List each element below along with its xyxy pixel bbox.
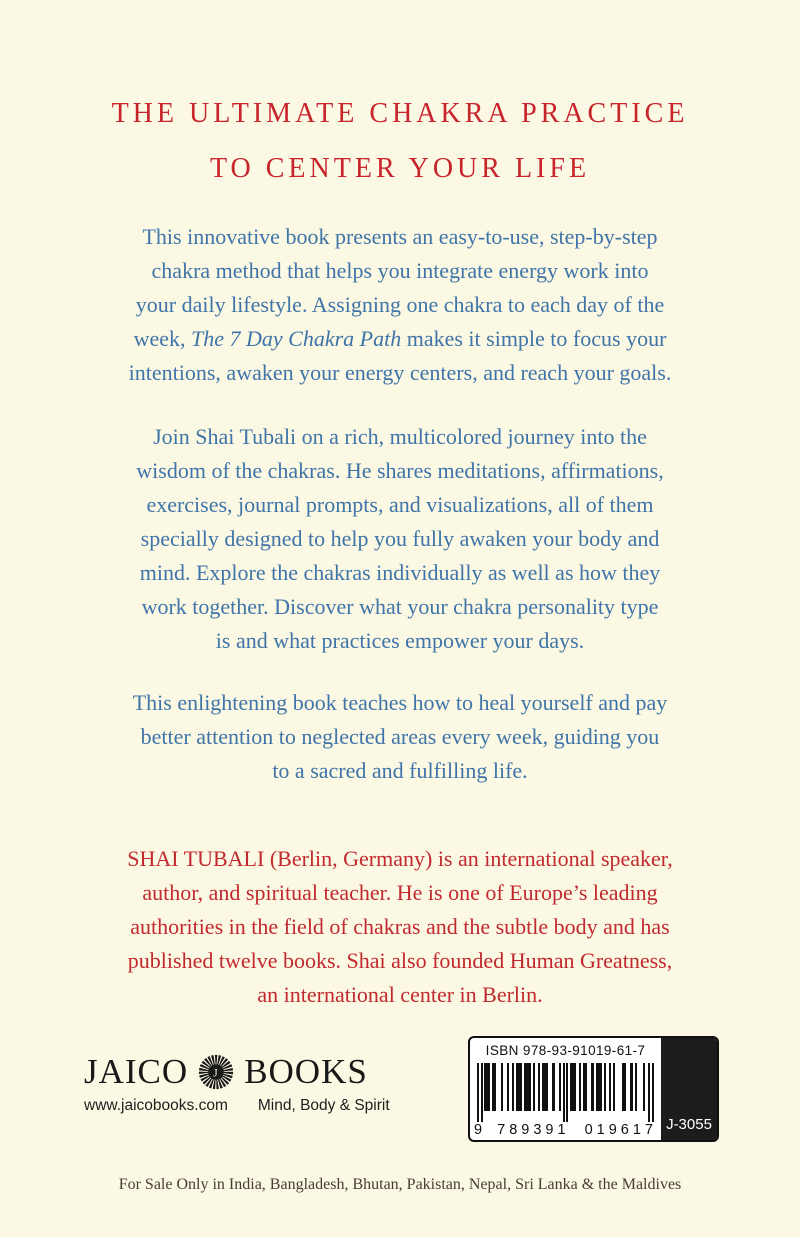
barcode-digit-group: 789391 — [497, 1122, 570, 1138]
synopsis-line: is and what practices empower your days. — [215, 628, 585, 653]
publisher-code: J-3055 — [666, 1116, 712, 1133]
barcode-bar — [570, 1063, 576, 1111]
synopsis-paragraph-3 — [0, 686, 800, 788]
barcode-bar — [613, 1063, 615, 1111]
synopsis-line: This enlightening book teaches how to heal yourself and pay — [132, 690, 668, 715]
synopsis-line: your daily lifestyle. Assigning one chakra to each day of the — [135, 292, 665, 317]
book-title-italic: The 7 Day Chakra Path — [191, 326, 402, 351]
jaico-books-logo — [84, 1052, 390, 1092]
synopsis-line: This innovative book presents an easy-to-use, step-by-step — [142, 224, 658, 249]
synopsis-line: specially designed to help you fully awaken your body and — [140, 526, 660, 551]
barcode-bar — [507, 1063, 509, 1111]
barcode-widget — [468, 1036, 719, 1142]
synopsis-line-with-book-title — [0, 322, 800, 356]
logo-word-jaico: JAICO — [84, 1052, 189, 1091]
barcode-bar — [583, 1063, 587, 1111]
synopsis-paragraph-1 — [0, 220, 800, 390]
text-after-title: makes it simple to focus your — [401, 326, 667, 351]
barcode-bar — [643, 1063, 645, 1111]
tagline-line-1: THE ULTIMATE CHAKRA PRACTICE — [111, 98, 689, 129]
barcode-bar — [648, 1063, 650, 1123]
synopsis-paragraph-2 — [0, 420, 800, 658]
synopsis-line: intentions, awaken your energy centers, and reach your goals. — [128, 360, 672, 385]
emblem-letter: J — [213, 1067, 219, 1080]
isbn-label: ISBN 978-93-91019-61-7 — [485, 1043, 646, 1058]
barcode-bar — [538, 1063, 540, 1111]
author-bio-line: author, and spiritual teacher. He is one of Europe’s leading — [142, 880, 658, 905]
author-bio-line: an international center in Berlin. — [257, 982, 543, 1007]
publisher-subline — [84, 1097, 390, 1115]
sale-restriction-note: For Sale Only in India, Bangladesh, Bhutan, Pakistan, Nepal, Sri Lanka & the Maldives — [118, 1176, 682, 1193]
barcode-bar — [635, 1063, 637, 1111]
synopsis-line: Join Shai Tubali on a rich, multicolored journey into the — [153, 424, 647, 449]
barcode-label-area — [470, 1038, 661, 1140]
barcode-bar — [591, 1063, 595, 1111]
barcode-bar — [652, 1063, 654, 1123]
jaico-sunburst-emblem-icon — [197, 1053, 235, 1091]
barcode-bar — [622, 1063, 626, 1111]
barcode-bar — [579, 1063, 581, 1111]
barcode-bar — [492, 1063, 496, 1111]
barcode-digit-group: 019617 — [584, 1122, 657, 1138]
barcode-bar — [630, 1063, 634, 1111]
logo-word-books: BOOKS — [244, 1052, 368, 1091]
synopsis-line: better attention to neglected areas every week, guiding you — [140, 724, 660, 749]
barcode-bar — [481, 1063, 483, 1123]
barcode-bar — [552, 1063, 556, 1111]
barcode-bar — [533, 1063, 535, 1111]
synopsis-line: mind. Explore the chakras individually as well as how they — [139, 560, 661, 585]
author-bio-line: SHAI TUBALI (Berlin, Germany) is an international speaker, — [127, 846, 673, 871]
publisher-code-panel — [661, 1038, 717, 1140]
tagline-line-2: TO CENTER YOUR LIFE — [209, 153, 591, 184]
author-bio-line: published twelve books. Shai also founded Human Greatness, — [127, 948, 673, 973]
barcode-bar — [477, 1063, 479, 1123]
author-bio — [0, 842, 800, 1012]
barcode-bar — [512, 1063, 514, 1111]
synopsis-line: work together. Discover what your chakra personality type — [141, 594, 659, 619]
cover-tagline — [0, 0, 800, 196]
barcode-bar — [559, 1063, 561, 1111]
barcode-bar — [484, 1063, 490, 1111]
synopsis-line: to a sacred and fulfilling life. — [272, 758, 528, 783]
barcode-bar — [566, 1063, 568, 1123]
barcode-bar — [542, 1063, 548, 1111]
barcode-bar — [563, 1063, 565, 1123]
barcode-bars — [477, 1063, 654, 1125]
text-before-title: week, — [133, 326, 192, 351]
barcode-bar — [524, 1063, 531, 1111]
synopsis-line: chakra method that helps you integrate energy work into — [151, 258, 649, 283]
author-bio-line: authorities in the field of chakras and the subtle body and has — [130, 914, 670, 939]
barcode-bar — [609, 1063, 611, 1111]
synopsis-line: wisdom of the chakras. He shares meditations, affirmations, — [136, 458, 664, 483]
publisher-category: Mind, Body & Spirit — [257, 1097, 390, 1114]
synopsis-line: exercises, journal prompts, and visualizations, all of them — [146, 492, 654, 517]
barcode-bar — [604, 1063, 606, 1111]
barcode-digits — [473, 1122, 658, 1138]
barcode-bar — [516, 1063, 522, 1111]
barcode-digit-group: 9 — [474, 1122, 483, 1138]
publisher-website: www.jaicobooks.com — [84, 1097, 228, 1114]
barcode-bar — [501, 1063, 503, 1111]
publisher-block — [84, 1052, 390, 1115]
barcode-bar — [596, 1063, 602, 1111]
